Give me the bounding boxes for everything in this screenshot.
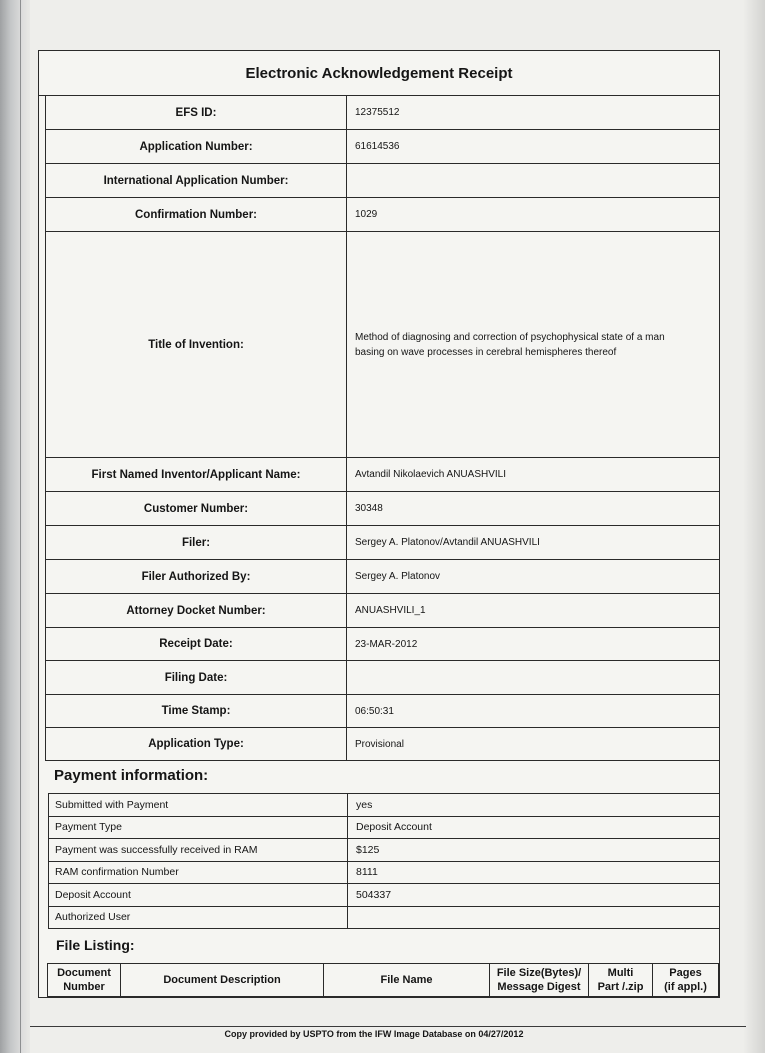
column-label: Part /.zip bbox=[597, 981, 644, 993]
payment-value: $125 bbox=[356, 843, 380, 856]
row-value bbox=[347, 661, 720, 694]
payment-value: Deposit Account bbox=[356, 821, 432, 834]
column-file-size bbox=[490, 964, 589, 996]
row-filer-authorized-by bbox=[46, 560, 720, 594]
payment-label: Payment was successfully received in RAM bbox=[49, 839, 348, 861]
row-label: Time Stamp: bbox=[46, 695, 347, 727]
payment-row-submitted bbox=[49, 794, 719, 817]
row-application-type bbox=[46, 728, 720, 761]
row-filer bbox=[46, 526, 720, 560]
row-label: Confirmation Number: bbox=[46, 198, 347, 231]
row-value: ANUASHVILI_1 bbox=[355, 605, 426, 616]
row-value: Sergey A. Platonov bbox=[355, 571, 441, 582]
column-label: (if appl.) bbox=[664, 981, 707, 993]
column-document-number bbox=[48, 964, 121, 996]
row-label: Title of Invention: bbox=[46, 232, 347, 457]
row-label: Filing Date: bbox=[46, 661, 347, 694]
payment-value: 504337 bbox=[356, 888, 392, 901]
row-label: Filer: bbox=[46, 526, 347, 559]
file-listing-header bbox=[47, 963, 719, 997]
row-label: Filer Authorized By: bbox=[46, 560, 347, 593]
payment-row-received bbox=[49, 839, 719, 862]
row-value: 30348 bbox=[355, 503, 383, 514]
column-document-description bbox=[121, 964, 324, 996]
row-label: Application Type: bbox=[46, 728, 347, 760]
receipt-title: Electronic Acknowledgement Receipt bbox=[39, 51, 719, 96]
payment-value bbox=[348, 907, 719, 929]
row-label: Customer Number: bbox=[46, 492, 347, 525]
payment-label: RAM confirmation Number bbox=[49, 862, 348, 884]
payment-label: Submitted with Payment bbox=[49, 794, 348, 816]
row-attorney-docket-number bbox=[46, 594, 720, 628]
row-label: International Application Number: bbox=[46, 164, 347, 197]
payment-label: Payment Type bbox=[49, 817, 348, 839]
row-value: 61614536 bbox=[355, 141, 400, 152]
row-confirmation-number bbox=[46, 198, 720, 232]
row-label: Receipt Date: bbox=[46, 628, 347, 660]
row-application-number bbox=[46, 130, 720, 164]
row-label: Application Number: bbox=[46, 130, 347, 163]
payment-label: Authorized User bbox=[49, 907, 348, 929]
row-label: EFS ID: bbox=[46, 96, 347, 129]
row-value: Provisional bbox=[355, 738, 404, 750]
row-value: 23-MAR-2012 bbox=[355, 638, 418, 650]
column-label: Message Digest bbox=[497, 981, 581, 993]
payment-row-ram-confirmation bbox=[49, 862, 719, 885]
row-time-stamp bbox=[46, 695, 720, 728]
row-label: Attorney Docket Number: bbox=[46, 594, 347, 627]
page-edge-shadow bbox=[743, 0, 765, 1053]
row-efs-id bbox=[46, 96, 720, 130]
row-value bbox=[347, 164, 720, 197]
row-value: Sergey A. Platonov/Avtandil ANUASHVILI bbox=[355, 537, 540, 548]
file-listing-heading: File Listing: bbox=[56, 937, 135, 953]
column-label: File Size(Bytes)/ bbox=[496, 967, 582, 979]
payment-row-authorized-user bbox=[49, 907, 719, 930]
payment-value: yes bbox=[356, 798, 373, 811]
column-label: Pages bbox=[669, 967, 702, 979]
row-value: Method of diagnosing and correction of psychophysical state of a man basing on wave processes in cerebral hemispheres thereof bbox=[355, 331, 665, 358]
column-label: Document Description bbox=[163, 974, 281, 986]
column-pages bbox=[653, 964, 718, 996]
row-value: 1029 bbox=[355, 209, 378, 220]
column-label: Document bbox=[57, 967, 111, 979]
row-value: Avtandil Nikolaevich ANUASHVILI bbox=[355, 469, 506, 480]
binding-edge bbox=[20, 0, 21, 1053]
footer-copy-notice: Copy provided by USPTO from the IFW Image Database on 04/27/2012 bbox=[224, 1029, 524, 1039]
column-file-name bbox=[324, 964, 490, 996]
column-multi-part bbox=[589, 964, 653, 996]
column-label: Multi bbox=[607, 967, 634, 979]
payment-table bbox=[48, 793, 720, 929]
row-value: 06:50:31 bbox=[355, 705, 394, 717]
payment-row-deposit-account bbox=[49, 884, 719, 907]
receipt-table bbox=[45, 96, 720, 761]
payment-label: Deposit Account bbox=[49, 884, 348, 906]
payment-value: 8111 bbox=[356, 866, 378, 879]
row-value: 12375512 bbox=[355, 107, 400, 118]
row-first-named-inventor bbox=[46, 458, 720, 492]
row-international-application-number bbox=[46, 164, 720, 198]
row-customer-number bbox=[46, 492, 720, 526]
page-bottom-rule bbox=[30, 1026, 746, 1027]
book-spine-shadow bbox=[0, 0, 30, 1053]
payment-row-type bbox=[49, 817, 719, 840]
payment-information-heading: Payment information: bbox=[54, 767, 209, 784]
row-receipt-date bbox=[46, 628, 720, 661]
column-label: File Name bbox=[380, 974, 433, 986]
row-title-of-invention bbox=[46, 232, 720, 458]
row-filing-date bbox=[46, 661, 720, 695]
column-label: Number bbox=[63, 981, 105, 993]
row-label: First Named Inventor/Applicant Name: bbox=[46, 458, 347, 491]
